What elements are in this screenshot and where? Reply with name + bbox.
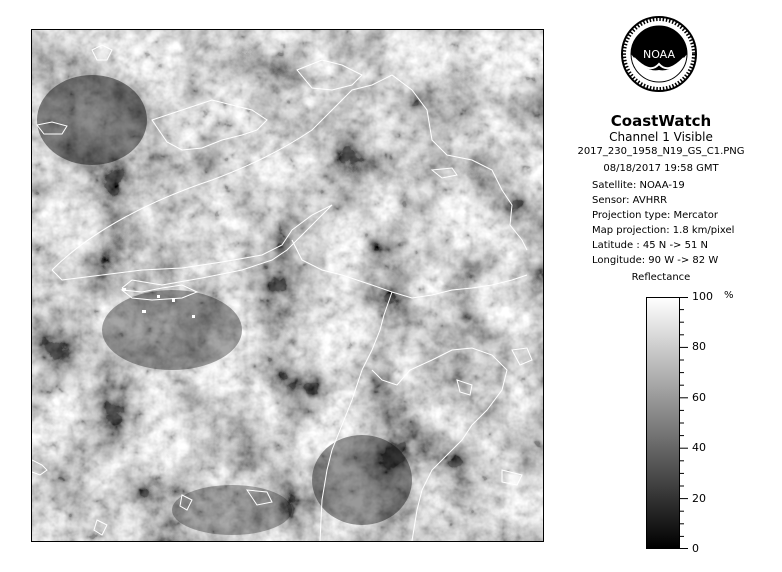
map-projection-info: Map projection: 1.8 km/pixel [592,225,735,236]
colorbar-ticks [680,297,692,549]
colorbar-tick-label: 100 [692,290,713,303]
colorbar-tick-label: 20 [692,491,706,505]
channel-label: Channel 1 Visible [609,130,713,144]
logo-text: NOAA [642,48,676,61]
dark-area [37,75,147,165]
colorbar-tick-label: 40 [692,441,706,455]
product-title: CoastWatch [610,112,712,130]
colorbar-tick-label: 60 [692,390,706,404]
longitude-info: Longitude: 90 W -> 82 W [592,255,719,266]
noaa-logo [620,14,698,106]
satellite-map[interactable] [31,29,544,542]
colorbar-tick-label: 0 [692,542,699,555]
sensor-info: Sensor: AVHRR [592,195,668,206]
satellite-info: Satellite: NOAA-19 [592,180,685,191]
filename-label: 2017_230_1958_N19_GS_C1.PNG [577,146,745,157]
dark-area [312,435,412,525]
colorbar-title: Reflectance [631,272,691,283]
datetime-label: 08/18/2017 19:58 GMT [603,163,719,174]
latitude-info: Latitude : 45 N -> 51 N [592,240,708,251]
dark-area [172,485,292,535]
satellite-image [32,30,543,541]
colorbar [646,297,680,549]
colorbar-tick-label: 80 [692,340,706,354]
unit-label: % [724,290,734,301]
projection-type-info: Projection type: Mercator [592,210,718,221]
